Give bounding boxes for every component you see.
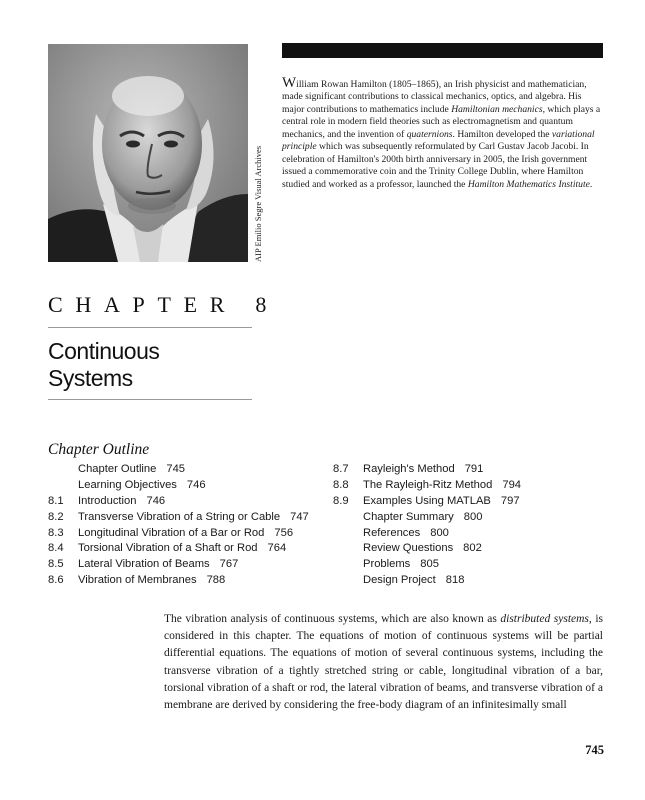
intro-text-1: The vibration analysis of continuous systems, which are also known as — [164, 613, 501, 625]
toc-entry[interactable] — [48, 557, 348, 573]
toc-title: Torsional Vibration of a Shaft or Rod — [78, 542, 258, 555]
intro-text-2: , is considered in this chapter. The equations of motion of continuous systems will be partial differential equations. The equations of motion of several continuous systems, including the transverse vibration of a tightly stretched string or cable, longitudinal vibration of a bar, torsional vibration of a shaft or rod, the lateral vibration of beams, and transverse vibration of a membrane are derived by considering the free-body diagram of an infinitesimally small — [164, 613, 603, 712]
toc-page: 800 — [430, 526, 449, 539]
toc-title: References — [363, 526, 421, 539]
toc-number — [48, 462, 78, 478]
toc-entry[interactable] — [48, 510, 348, 526]
toc-entry[interactable] — [333, 541, 613, 557]
toc-title: Longitudinal Vibration of a Bar or Rod — [78, 526, 265, 539]
toc-page: 764 — [267, 542, 287, 555]
toc-number — [333, 541, 363, 557]
chapter-title-line2: Systems — [48, 365, 133, 391]
bio-em-1: Hamiltonian mechanics, — [451, 103, 545, 115]
toc-title: Problems — [363, 558, 411, 571]
toc-page: 805 — [420, 558, 439, 571]
toc-page: 746 — [186, 478, 206, 491]
toc-number: 8.8 — [333, 478, 349, 491]
toc-page: 746 — [146, 494, 166, 507]
toc-entry[interactable] — [333, 462, 613, 478]
toc-entry[interactable] — [48, 494, 348, 510]
bio-text-3: . Hamilton developed the — [452, 128, 552, 140]
bio-em-4: Hamilton Mathematics Institute — [467, 178, 590, 190]
toc-entry[interactable] — [48, 573, 348, 589]
toc-page: 802 — [463, 542, 482, 555]
toc-number: 8.5 — [48, 558, 64, 571]
toc-page: 788 — [206, 574, 226, 587]
bio-em-2: quaternions — [406, 128, 453, 140]
outline-heading: Chapter Outline — [48, 441, 150, 458]
toc-entry[interactable] — [48, 541, 348, 557]
divider — [48, 327, 252, 328]
toc-title: Review Questions — [363, 542, 454, 555]
divider — [48, 399, 252, 400]
toc-entry[interactable] — [48, 462, 348, 478]
toc-number: 8.6 — [48, 574, 64, 587]
toc-entry[interactable] — [333, 573, 613, 589]
toc-title: Rayleigh's Method — [363, 463, 455, 475]
toc-title: Transverse Vibration of a String or Cable — [78, 510, 281, 523]
toc-title: Learning Objectives — [78, 478, 177, 491]
toc-number: 8.1 — [48, 494, 64, 507]
toc-number: 8.2 — [48, 510, 64, 523]
toc-title: The Rayleigh-Ritz Method — [363, 478, 493, 491]
toc-title: Lateral Vibration of Beams — [78, 558, 210, 571]
outline-column-right — [333, 462, 613, 589]
toc-number — [333, 510, 363, 526]
toc-page: 767 — [219, 558, 239, 571]
toc-entry[interactable] — [48, 526, 348, 542]
outline-column-left — [48, 462, 348, 589]
chapter-label: CHAPTER 8 — [48, 292, 280, 317]
photo-credit — [252, 44, 266, 262]
toc-page: 745 — [166, 463, 186, 475]
chapter-title-line1: Continuous — [48, 338, 160, 364]
toc-number — [333, 526, 363, 542]
header-bar — [282, 43, 603, 58]
toc-page: 818 — [445, 574, 465, 587]
toc-page: 800 — [463, 510, 483, 523]
toc-title: Vibration of Membranes — [78, 574, 197, 587]
bio-em-3: variational principle — [282, 128, 595, 153]
toc-entry[interactable] — [333, 526, 613, 542]
toc-number — [333, 557, 363, 573]
bio-text-4: which was subsequently reformulated by Carl Gustav Jacob Jacobi. In celebration of Hamilton's 200th birth anniversary in 2005, the Irish government issued a commemorative coin and the Trinity College Dublin, where Hamilton studied and worked as a professor, launched the — [282, 141, 589, 190]
intro-paragraph — [164, 611, 603, 714]
toc-entry[interactable] — [333, 478, 613, 494]
toc-title: Chapter Outline — [78, 463, 157, 475]
toc-number: 8.7 — [333, 463, 349, 475]
toc-page: 797 — [500, 494, 520, 507]
toc-title: Introduction — [78, 494, 137, 507]
toc-page: 756 — [274, 526, 294, 539]
bio-text-5: . — [589, 178, 593, 190]
toc-page: 791 — [464, 463, 484, 475]
biography-text — [282, 75, 604, 191]
toc-title: Design Project — [363, 574, 436, 587]
bio-drop-cap: W — [282, 75, 297, 91]
toc-entry[interactable] — [333, 510, 613, 526]
portrait-image — [48, 44, 248, 262]
toc-title: Examples Using MATLAB — [363, 494, 491, 507]
toc-entry[interactable] — [48, 478, 348, 494]
page-number: 745 — [585, 743, 604, 757]
toc-entry[interactable] — [333, 494, 613, 510]
photo-credit-text: AIP Emilio Segre Visual Archives — [253, 145, 263, 262]
toc-number: 8.3 — [48, 526, 64, 539]
toc-number: 8.4 — [48, 542, 64, 555]
toc-page: 747 — [290, 510, 309, 523]
toc-number — [333, 573, 363, 589]
chapter-title — [48, 338, 258, 392]
toc-number — [48, 478, 78, 494]
bio-text-2: which plays a central role in modern field theories such as electromagnetism and quantum mechanics, and the invention of — [282, 103, 601, 140]
toc-title: Chapter Summary — [363, 510, 454, 523]
toc-number: 8.9 — [333, 494, 349, 507]
toc-entry[interactable] — [333, 557, 613, 573]
toc-page: 794 — [502, 478, 522, 491]
portrait-illustration — [48, 44, 248, 262]
bio-text-1: illiam Rowan Hamilton (1805–1865), an Irish physicist and mathematician, made significant contributions to classical mechanics, optics, and algebra. His major contributions to mathematics include — [282, 79, 587, 115]
intro-em-1: distributed systems — [500, 613, 589, 625]
